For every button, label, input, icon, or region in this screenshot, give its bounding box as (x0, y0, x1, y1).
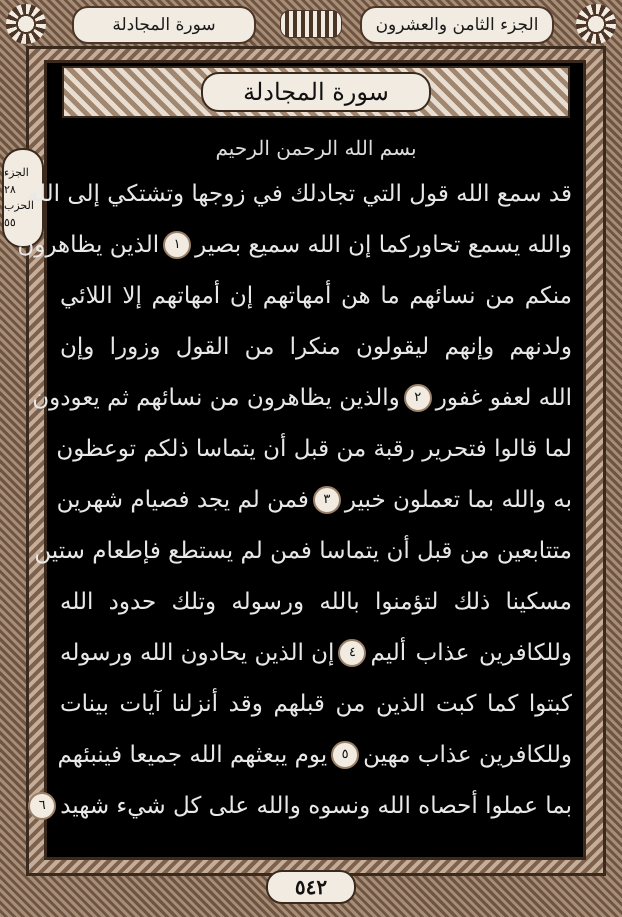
line-text-after: والذين يظاهرون من نسائهم ثم يعودون (32, 384, 400, 411)
text-line (60, 678, 572, 729)
ayah-number-marker: ١ (163, 231, 191, 259)
line-text: الله لعفو غفور (435, 384, 572, 411)
line-text: بما عملوا أحصاه الله ونسوه والله على كل شيء شهيد (60, 792, 572, 819)
line-text: منكم من نسائهم ما هن أمهاتهم إن أمهاتهم إلا اللائي (60, 282, 572, 309)
header-center-ornament (280, 10, 342, 38)
text-line (60, 576, 572, 627)
text-line (60, 270, 572, 321)
line-text: به والله بما تعملون خبير (344, 486, 572, 513)
line-text: وللكافرين عذاب مهين (363, 741, 572, 768)
sura-header-label: سورة المجادلة (112, 15, 216, 35)
text-line (56, 423, 572, 474)
line-text: لما قالوا فتحرير رقبة من قبل أن يتماسا ذلكم توعظون (56, 435, 572, 462)
line-text-after: إن الذين يحادون الله ورسوله (60, 639, 335, 666)
ayah-number-marker: ٥ (331, 741, 359, 769)
basmala: بسم الله الرحمن الرحيم (215, 136, 417, 160)
line-text: كبتوا كما كبت الذين من قبلهم وقد أنزلنا آيات بينات (60, 690, 572, 717)
text-line (17, 219, 572, 270)
corner-ornament-right (576, 4, 616, 44)
line-text: ولدنهم وإنهم ليقولون منكرا من القول وزورا وإن (60, 333, 572, 360)
text-line (32, 372, 572, 423)
text-line (60, 321, 572, 372)
line-text: متتابعين من قبل أن يتماسا فمن لم يستطع فإطعام ستين (34, 537, 572, 564)
sura-title-banner (62, 66, 570, 118)
sura-title: سورة المجادلة (201, 72, 431, 112)
ayah-number-marker: ٤ (338, 639, 366, 667)
ayah-number-marker: ٣ (313, 486, 341, 514)
line-text: وللكافرين عذاب أليم (370, 639, 572, 666)
ayah-number-marker: ٢ (404, 384, 432, 412)
sura-header (72, 6, 256, 44)
line-text: والله يسمع تحاوركما إن الله سميع بصير (195, 231, 572, 258)
line-text: مسكينا ذلك لتؤمنوا بالله ورسوله وتلك حدود الله (60, 588, 572, 615)
page-number: ٥٤٢ (266, 870, 356, 904)
juz-header-label: الجزء الثامن والعشرون (375, 15, 539, 35)
line-text-after: يوم يبعثهم الله جميعا فينبئهم (57, 741, 328, 768)
line-text-after: الذين يظاهرون (17, 231, 160, 258)
text-line (57, 729, 572, 780)
juz-header (360, 6, 554, 44)
juz-marker-label: الجزء ٢٨ (4, 166, 29, 196)
text-line (34, 525, 572, 576)
corner-ornament-left (6, 4, 46, 44)
hizb-marker-label: الحزب ٥٥ (4, 199, 34, 229)
ayah-number-marker: ٦ (28, 792, 56, 820)
text-line (26, 168, 572, 219)
text-line (56, 474, 572, 525)
text-line (38, 780, 572, 831)
line-text-after: فمن لم يجد فصيام شهرين (56, 486, 309, 513)
line-text: قد سمع الله قول التي تجادلك في زوجها وتشتكي إلى الله (26, 180, 572, 207)
text-line (60, 627, 572, 678)
